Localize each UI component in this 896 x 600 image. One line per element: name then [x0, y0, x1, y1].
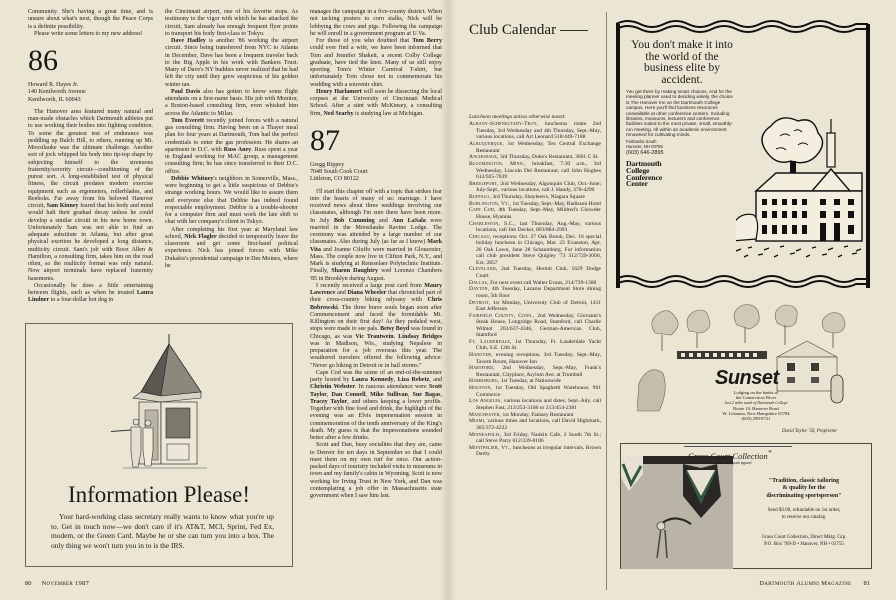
club-details: 1st Tuesday, at Nationwide — [499, 378, 561, 385]
club-details: 3rd Friday, Nankin Cafe, 2 South 7th St.; call Steve Parry 612/339-8186 — [476, 431, 601, 445]
paragraph: Community. She's having a great time, and is unsure about what's next, though the Peace Corps is a definite possibility. — [28, 9, 153, 30]
sunset-tagline: Just 2 miles south of Dartmouth College — [724, 401, 788, 406]
calendar-note: Luncheon meetings unless otherwise noted: — [469, 114, 566, 120]
classmate-name: Sam Kinney — [46, 203, 79, 209]
paragraph: The Hanover area featured many natural and man-made obstacles which Dartmouth athletes put to use working their bodies into fighting condition. To some the greatest test of endurance was peddling up Balch Hill, to others, running up Mt. Moosilauke was the ultimate challenge. Another sort of jock whipped his body into tip-top shape by subjecting himself to the strenuous fraternity/sorority circuit—conditioning of the purest sort. A long-established test of physical fitness, the circuit predates modern exercise equipment such as ergometers, rollerblades, and Reeboks. Far away from his beloved Hanover circuit, Sam Kinney feared that his body and mind would halt their gradual decay unless he could develop a similar circuit in his new home town. Unfortunately Sam was not able to find an adequate substitute in Atlanta, but after great physical exertion he developed a long distance, multicity circuit. Sam's job with Booz Allen & Hamilton, a consulting firm, takes him on the road often, so the multicity format was only natural. Now airport terminals have replaced fraternity basements. — [28, 108, 153, 282]
calendar-entry — [469, 352, 601, 365]
calendar-entry — [469, 378, 601, 384]
brand-name: Grass Court Collection* — [688, 449, 772, 461]
classmate-name: Ned Searby — [323, 110, 354, 117]
club-city: Anchorage, — [469, 154, 499, 161]
address-line: Howard R. Hayes Jr. — [28, 82, 79, 88]
grass-court-ad — [620, 443, 872, 569]
class-year-heading: 86 — [28, 44, 58, 77]
calendar-entry — [469, 194, 601, 200]
club-city: Dallas, — [469, 279, 489, 286]
club-details: 4th Tuesday, Sept.-May, Mildred's Chowder House, Hyannis — [476, 207, 601, 220]
paragraph: Paul Davis also has gotten to know some flight attendants on a first-name basis. His job with Monitor, a Boston-based consulting firm, even whisked him across the Atlantic to Milan. — [165, 88, 298, 117]
club-city: Chicago, — [469, 233, 492, 240]
calendar-entry — [469, 181, 601, 194]
club-city: Los Angeles, — [469, 398, 503, 405]
brand-subtitle: authentic cricket, tennis and squash apparel — [689, 461, 752, 465]
club-details: For next event call Walter Evans, 214/739-1300 — [488, 279, 597, 286]
club-city: Manchester, — [469, 411, 502, 418]
club-city: Detroit, — [469, 299, 491, 306]
classmate-name: Henry Harlamert — [316, 88, 362, 95]
sweater-photo — [621, 456, 733, 569]
left-folio — [25, 580, 89, 587]
sunset-proprietor: David Taylor '50, Proprietor — [782, 429, 838, 434]
calendar-entry — [469, 445, 601, 458]
club-details: luncheons at irregular intervals, Brown Derby — [476, 444, 601, 458]
paragraph: Scott and Dan, busy socialites that they are, came to Denver for ten days in September so that I could meet them on my own turf for once. Our action-packed days of touristry included visits to museums in town and my family's cabin in Wyoming. Scott is now working for Irving Trust in New York, and Dan was contemplating a job offer in Massachusetts state government when I saw him last. — [310, 442, 442, 499]
club-city: Miami, — [469, 418, 486, 425]
calendar-entry — [469, 280, 601, 286]
paragraph: Henry Harlamert will soon be dissecting the local corpses at the University of Cincinnati Medical School. After a stint with McKinsey, a consulting firm, Ned Searby is studying law at Michigan. — [310, 88, 442, 117]
club-city: Cape Cod, — [469, 207, 496, 214]
issue-date: November 1987 — [41, 580, 90, 587]
class-year-heading: 87 — [310, 123, 340, 157]
paragraph: For those of you who doubted that Tom Berry could ever find a wife, we have been informed that Tom and Jennifer Shakett, a recent Colby College graduate, have tied the knot. Many of us still enjoy sporting Tom's Winter Carnival T-shirt, but unfortunately Tom chose not to commemorate his wedding with a souvenir shirt. — [310, 38, 442, 88]
calendar-entry — [469, 418, 601, 431]
club-city: Montpelier, Vt., — [469, 444, 512, 451]
ad-headline: You don't make it into the world of the business elite by accident. — [631, 39, 733, 86]
club-city: Ft. Lauderdale, — [469, 338, 512, 345]
calendar-entry — [469, 221, 601, 234]
information-please-box — [25, 323, 293, 567]
club-details: 2nd Wednesday, Giovanni's Steak House, Longridge Road, Stamford, call Charlie Wilmot 203/637-4346, German-American Club, Stamford — [476, 312, 601, 339]
classmate-name: Nick Flagler — [184, 233, 217, 240]
conference-center-ad — [616, 16, 870, 297]
calendar-entry — [469, 432, 601, 445]
column-2 — [165, 9, 298, 270]
paragraph: manages the campaign in a five-county district. When not tacking posters to corn stalks, Nick will be lobbying the cows and pigs. Following the campaign he will enroll in a government program at U.Va. — [310, 9, 442, 37]
sunset-logo: Sunset — [715, 367, 779, 389]
address-line: Gregg Rippey — [310, 161, 345, 168]
classmate-name: Paul Davis — [171, 88, 201, 95]
club-city: Albany-Schenectady-Troy, — [469, 121, 539, 128]
calendar-entry — [469, 365, 601, 378]
address-line: Kenilworth, IL 60043 — [28, 96, 81, 103]
calendar-entry — [469, 201, 601, 207]
calendar-entry — [469, 339, 601, 352]
column-1 — [28, 9, 153, 305]
title-rule — [560, 30, 588, 31]
paragraph: I recently received a large post card from Maury Lawrence and Diana Wheeler that chronicled part of their cross-country biking odyssey with Chris Bobrowski. The three brave souls began soon after Commencement and faced the formidable Mt. Killington on their first day! As they pedaled west, stops were made to see pals. Betsy Boyd was found in Chicago, as was Vic Trautwein. Lindsay Bridges was in Madison, Wis., studying Nepalese in preparation for a job overseas this year. The weathered travelers offered the following advice: "Never go biking in Detroit or in hail storms." — [310, 282, 443, 369]
sunset-details: Lodging on the banks of the Connecticut River Just 2 miles south of Dartmouth College Route 10, Hanover Road W. Lebanon, New Hampshire 03784 (603) 298-8721 — [722, 390, 790, 422]
ad-address: Fairbanks South Hanover, NH 03755 (603) 646-2895 — [626, 139, 664, 156]
page-number: 81 — [863, 580, 870, 587]
paragraph: Dave Hadley is another '86 working the airport circuit. Since being transferred from NYC to Atlanta in December, Dave has been a frequent traveler back to the Big Apple in his work with Bankers Trust. Many of Dave's NY buddies never realized that he had left the city until they grew suspicious of his golden winter tan. — [165, 38, 298, 88]
classmate-name: Dave Hadley — [171, 38, 206, 44]
classmate-name: Tom Everett — [171, 117, 204, 124]
club-details: various locations and dates, Sept.-July, call Stephen Fast, 213/253-3186 or 213/454-2381 — [476, 398, 601, 411]
ad-body: You get there by making smart choices. And for the meeting planner used to deciding wisely, the choice is The Hanover Inn on the Dartmouth College campus. Here you'll find business resources unavailable at other conference centers. Including libraries, museums, lecturers and conference facilities suited to the most private, small, smoothly-run meeting. All within an academic environment renowned for cultivating minds. — [626, 89, 733, 138]
club-details: 1st Monday, University Club of Detroit, 1411 East Jefferson — [476, 299, 601, 312]
club-details: 3rd Thursday, Shayleen's, Niagara Square — [490, 193, 585, 200]
club-city: Buffalo, — [469, 193, 491, 200]
club-calendar-title: Club Calendar — [469, 22, 588, 39]
club-city: Houston, — [469, 385, 493, 392]
club-details: 4th Tuesday, Lazarus Department Store dining room, 5th floor — [476, 286, 601, 299]
paragraph: Tom Everett recently joined forces with a natural gas consulting firm. Having been on a Thayer meal plan for four years at Dartmouth, Tom had the perfect credentials to enter the gas profession. He shares an apartment in D.C. with Russ Aney. Russ spent a year in England working for MAC group, a management consulting firm; he has since transferred to their D.C. office. — [165, 117, 299, 175]
ad-phone: (603) 646-2895 — [626, 149, 664, 156]
club-details: receptions: Oct. 27 Oak Brook, Dec. 16 special holiday luncheon in Chicago, Mar. 23 Evanston, Apr. 26 Oak Lawn, June 28 Schaumburg. For information call club president Steve Quigley '73 312/729-3000, Ext. 2857 — [476, 233, 601, 266]
club-details: breakfast, 7:30 a.m., 3rd Wednesday, Lincoln Del Restaurant, call John Hughes 612/925-7039 — [476, 161, 602, 180]
club-city: Cleveland, — [469, 266, 498, 273]
club-details: 1st Tuesday, Old Spaghetti Warehouse, 901 Commerce — [476, 385, 601, 398]
club-city: Hanover, — [469, 352, 493, 359]
paragraph: Please write some letters to my new address! — [34, 30, 143, 37]
hanover-inn-illustration — [736, 111, 866, 261]
calendar-entry — [469, 207, 601, 220]
club-details: 3rd Thursday, Duke's Restaurant, 3601 C St. — [498, 154, 599, 161]
club-city: Minneapolis, — [469, 431, 502, 438]
address-line: 7048 South Cook Court — [310, 169, 368, 175]
club-city: Harrisburg, — [469, 378, 500, 385]
right-folio — [759, 580, 870, 587]
class-secretary-address — [310, 162, 442, 184]
club-details: various times and locations, call David Highmark, 305/372-4222 — [476, 418, 601, 431]
club-city: Fairfield County, Conn., — [469, 312, 535, 319]
calendar-entry — [469, 141, 601, 154]
calendar-entry — [469, 154, 601, 160]
calendar-entry — [469, 234, 601, 266]
magazine-name: Dartmouth Alumni Magazine — [759, 580, 852, 587]
classmate-name: Tom Berry — [412, 38, 442, 44]
conference-center-logo: Dartmouth College Conference Center — [626, 159, 662, 189]
club-city: Bridgeport, — [469, 180, 499, 187]
page-gutter — [440, 0, 456, 600]
club-details: 2nd Wednesday, Sept.-May, Frank's Restaurant, Cityplace, Asylum Ave. at Trumbull — [476, 365, 601, 378]
paragraph: Cape Cod was the scene of an end-of-the-summer party hosted by Laura Kennedy, Liza Rebetz, and Christin Webster. In raucous attendance were Scott Taylor, Dan Connell, Mike Sullivan, Sue Bagas, Tracey Taylor, and others keeping a lower profile. Together with fine food and drink, the highlight of the evening was an Elvis impersonation session in commemoration of the tenth anniversary of the King's death. My guess is that the impersonations sounded better after a few drinks. — [310, 369, 443, 441]
club-city: Hartford, — [469, 365, 495, 372]
classmate-name: Russ Aney — [223, 146, 252, 153]
club-calendar-list — [469, 114, 601, 458]
info-box-title: Information Please! — [67, 482, 251, 507]
class-secretary-address — [28, 82, 153, 104]
info-box-text: Your hard-working class secretary really wants to know what you're up to. Get in touch now—we don't care if it's AT&T, MCI, Sprint, Fed Ex, modem, or the Green Card. Maybe he or she can turn you into a box. The only thing we won't turn you in to is the IRS. — [51, 512, 274, 550]
calendar-entry — [469, 266, 601, 279]
club-city: Dayton, — [469, 286, 490, 293]
grass-court-brand — [684, 446, 792, 467]
catalog-offer: Send $3.00, refundable on 1st order, to receive our catalog. — [767, 508, 841, 520]
calendar-entry — [469, 161, 601, 180]
paragraph: the Cincinnati airport, one of his favorite stops. As testimony to the vigor with which he has attacked the circuit, Sam already has enough frequent flyer points to transport his body first-class to Tokyo. — [165, 9, 298, 37]
club-calendar — [465, 12, 607, 590]
calendar-entry — [469, 300, 601, 313]
kiosk-illustration — [111, 332, 221, 482]
page-number: 80 — [25, 580, 32, 587]
club-details: 2nd Wednesday, Algonquin Club, Oct.-June; July-Sept., various locations, call J. Handy, 378-4290 — [476, 180, 601, 194]
calendar-entry — [469, 286, 601, 299]
sunset-lodging-ad — [637, 303, 869, 436]
paragraph: After completing his first year at Maryland law school, Nick Flagler decided to temporarily leave the classroom and get some first-hand political experience. Nick has joined forces with Mike Dukakis's presidential campaign in Des Moines, where he — [165, 226, 299, 269]
paragraph: Occasionally he does a little entertaining between flights, such as when he treated Laura Lindner to a four-dollar hot dog in — [28, 282, 153, 304]
calendar-entry — [469, 313, 601, 339]
club-details: 2nd Tuesday, Hermit Club, 1629 Dodge Court — [476, 266, 601, 279]
column-3 — [310, 9, 442, 500]
paragraph: Debbie Whitney's neighbors in Somerville, Mass., were beginning to get a little suspicious of Debbie's strange working hours. We would like to assure them and everyone else that Debbie has indeed found respectable employment. Debbie is a trouble-shooter for a computer firm and must work the late shift to chat with her company's client in Tokyo. — [165, 175, 298, 226]
address-line: Littleton, CO 80122 — [310, 176, 359, 183]
club-details: 1st Tuesday, Sept.-May, Radisson Hotel — [511, 200, 601, 207]
club-details: last Thursday, Aug.-May, various locations, call Jim Decker, 803/884-2993 — [476, 220, 601, 234]
calendar-entry — [469, 121, 601, 140]
club-details: evening receptions, 3rd Tuesday, Sept.-May, Tavern Room, Hanover Inn — [476, 352, 601, 365]
ad-contact: Grass Court Collection, Direct Mktg. Grp. P.O. Box 769-D • Hanover, NH • 03755 — [761, 535, 847, 547]
club-city: Charleston, S.C., — [469, 220, 516, 227]
club-details: 1st Thursday, Ft. Lauderdale Yacht Club, S.E. 12th St. — [476, 338, 601, 352]
club-details: 1st Monday, Fantasy Restaurant — [501, 411, 574, 418]
club-city: Bloomington, Minn., — [469, 161, 527, 168]
calendar-entry — [469, 398, 601, 411]
club-details: 1st Wednesday, Ten Central Exchange Restaurant — [476, 141, 601, 154]
club-city: Albuquerque, — [469, 141, 504, 148]
calendar-entry — [469, 385, 601, 398]
classmate-name: Laura Lindner — [28, 290, 153, 304]
club-city: Burlington, Vt., — [469, 200, 512, 207]
paragraph: I'll start this chapter off with a topic that strikes fear into the hearts of many of us: marriage. I have received news about three weddings involving our classmates, although I'm sure there have been more. In July Bob Cumming and Ann LaSala were married in the Moosilauke Ravine Lodge. The ceremony was attended by a large number of our classmates. Also during July (as far as I know) Mark Vita and Joanne Ciluffo were married in Gloucester, Mass. The couple now live in Clifton Park, N.Y., and Mark is studying at Rensselaer Polytechnic Institute. Finally, Sharon Daughtry wed Lorenzo Chambers '85 in Brooklyn during August. — [310, 188, 442, 282]
club-details: luncheons rotate 2nd Tuesday, 3rd Wednesday and 4th Thursday, Sept.-May, various locations, call Art Leonard 518/449-7188 — [476, 121, 601, 141]
ad-quote: "Tradition, classic tailoring & quality for the discriminating sportsperson" — [766, 478, 842, 499]
address-line: 140 Kenilworth Avenue — [28, 89, 86, 96]
calendar-entry — [469, 412, 601, 418]
classmate-name: Debbie Whitney — [171, 175, 214, 182]
